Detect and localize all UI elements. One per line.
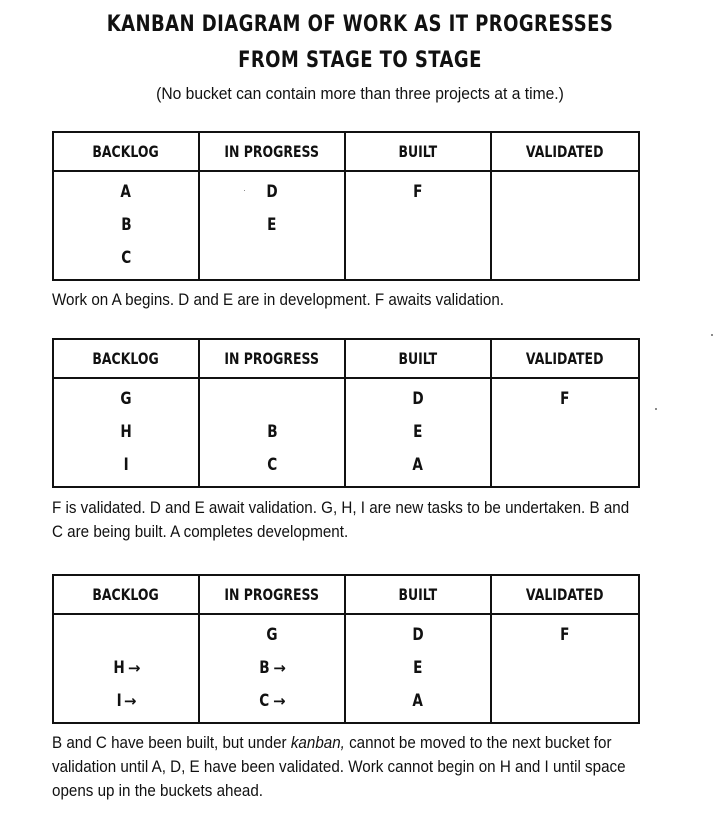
project-item [346,246,490,279]
project-item [346,180,490,213]
project-item [200,656,344,689]
project-label: I [123,455,129,475]
project-item [492,453,638,486]
project-item [492,387,638,420]
project-item [346,420,490,453]
project-item [346,387,490,420]
bucket-validated [491,614,639,723]
project-item [346,656,490,689]
column-header-built: BUILT [345,339,491,378]
project-label: G [120,389,132,409]
kanban-board-stage-3 [52,574,640,724]
kanban-bucket-row [53,378,639,487]
kanban-header-row [53,575,639,614]
project-label: E [413,422,423,442]
project-item [492,246,638,279]
kanban-header-row [53,132,639,171]
project-item [54,213,198,246]
project-label: D [412,625,424,645]
scan-speck [244,190,245,191]
project-item [54,180,198,213]
move-right-arrow-icon: → [127,659,141,677]
project-item [54,689,198,722]
bucket-in-progress [199,171,345,280]
project-item [492,656,638,689]
project-label: A [412,691,424,711]
project-item [54,246,198,279]
project-label: B [259,658,270,678]
project-label: F [560,625,570,645]
project-item [200,180,344,213]
kanban-board-stage-2 [52,338,640,488]
project-item [54,453,198,486]
caption-text-before: B and C have been built, but under [52,734,291,752]
project-item [346,689,490,722]
bucket-built [345,614,491,723]
caption-text-after: cannot be moved to the next bucket for validation until A, D, E have been validated. Work cannot begin on H and I until space opens up in the buckets ahead. [52,734,626,800]
project-label: B [266,422,278,442]
bucket-backlog [53,171,199,280]
column-header-backlog: BACKLOG [53,132,199,171]
project-item [200,246,344,279]
project-item [54,420,198,453]
kanban-bucket-row [53,171,639,280]
project-item [54,623,198,656]
stage-1-caption: Work on A begins. D and E are in development. F awaits validation. [52,291,505,309]
project-item [200,387,344,420]
project-item [200,623,344,656]
project-item [492,213,638,246]
column-header-in-progress: IN PROGRESS [199,132,345,171]
project-label: D [266,182,278,202]
project-item [200,453,344,486]
project-label: C [259,691,270,711]
project-label: E [413,658,423,678]
column-header-validated: VALIDATED [491,339,639,378]
column-header-in-progress: IN PROGRESS [199,339,345,378]
scan-speck [711,334,713,336]
project-label: H [120,422,132,442]
column-header-validated: VALIDATED [491,575,639,614]
project-item [346,213,490,246]
project-item [54,387,198,420]
project-label: C [120,248,131,268]
diagram-title-line-1: KANBAN DIAGRAM OF WORK AS IT PROGRESSES [106,12,614,37]
project-label: C [266,455,277,475]
move-right-arrow-icon: → [123,692,137,710]
project-item [200,213,344,246]
bucket-built [345,378,491,487]
project-label: F [413,182,423,202]
kanban-header-row [53,339,639,378]
bucket-in-progress [199,378,345,487]
project-label: H [113,658,125,678]
move-right-arrow-icon: → [272,692,286,710]
project-label: F [560,389,570,409]
project-item [492,623,638,656]
project-label: D [412,389,424,409]
move-right-arrow-icon: → [273,659,286,677]
kanban-board-stage-1 [52,131,640,281]
project-label: A [412,455,424,475]
column-header-built: BUILT [345,575,491,614]
bucket-validated [491,171,639,280]
diagram-subtitle: (No bucket can contain more than three projects at a time.) [156,84,564,103]
project-item [346,453,490,486]
scan-speck [655,408,657,410]
diagram-title-line-2: FROM STAGE TO STAGE [238,48,482,73]
project-item [200,420,344,453]
project-label: G [266,625,278,645]
project-item [492,180,638,213]
column-header-backlog: BACKLOG [53,339,199,378]
column-header-validated: VALIDATED [491,132,639,171]
project-item [492,689,638,722]
bucket-built [345,171,491,280]
project-item [492,420,638,453]
column-header-in-progress: IN PROGRESS [199,575,345,614]
project-item [200,689,344,722]
project-label: B [120,215,132,235]
project-item [54,656,198,689]
column-header-built: BUILT [345,132,491,171]
project-label: E [267,215,277,235]
stage-3-caption [52,731,641,803]
stage-2-caption: F is validated. D and E await validation. G, H, I are new tasks to be undertaken. B and C are being built. A completes development. [52,499,630,541]
bucket-backlog [53,378,199,487]
caption-emphasis-kanban: kanban, [290,734,345,752]
project-label: A [120,182,132,202]
bucket-validated [491,378,639,487]
project-label: I [116,691,122,711]
column-header-backlog: BACKLOG [53,575,199,614]
bucket-backlog [53,614,199,723]
bucket-in-progress [199,614,345,723]
kanban-bucket-row [53,614,639,723]
project-item [346,623,490,656]
